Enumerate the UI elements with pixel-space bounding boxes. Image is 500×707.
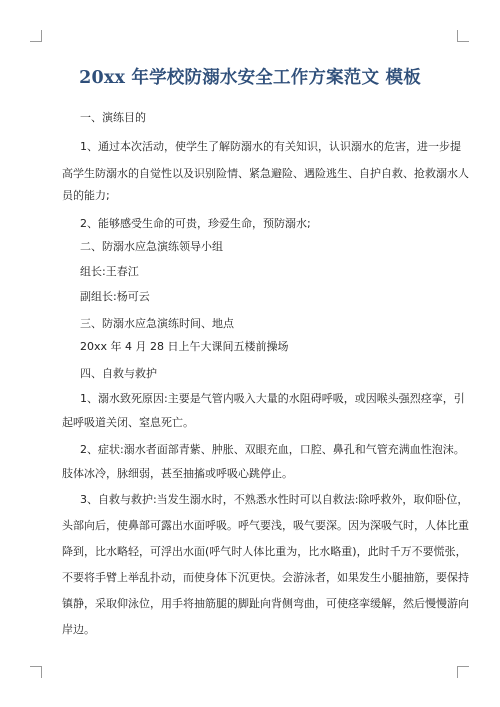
crop-mark-bottom-right — [457, 666, 469, 667]
paragraph-line: 头部向后，使鼻部可露出水面呼吸。呼气要浅，吸气要深。因为深吸气时，人体比重 — [62, 519, 469, 532]
section-heading: 一、演练目的 — [80, 111, 146, 124]
paragraph-line: 岸边。 — [62, 623, 95, 636]
crop-mark-bottom-right — [457, 666, 458, 678]
paragraph-line: 不要将手臂上举乱扑动，而使身体下沉更快。会游泳者，如果发生小腿抽筋，要保持 — [62, 571, 469, 584]
paragraph-line: 1、通过本次活动，使学生了解防溺水的有关知识，认识溺水的危害，进一步提 — [80, 140, 461, 153]
paragraph-line: 副组长:杨可云 — [80, 290, 150, 303]
paragraph-line: 3、自救与救护:当发生溺水时，不熟悉水性时可以自救法:除呼救外，取仰卧位， — [80, 493, 469, 506]
crop-mark-top-right — [457, 41, 469, 42]
section-heading: 三、防溺水应急演练时间、地点 — [80, 317, 234, 330]
paragraph-line: 员的能力; — [62, 189, 110, 202]
paragraph-line: 2、能够感受生命的可贵，珍爱生命，预防溺水; — [80, 217, 311, 230]
section-heading: 四、自救与救护 — [80, 367, 157, 380]
paragraph-line: 组长:王春江 — [80, 265, 139, 278]
paragraph-line: 2、症状:溺水者面部青紫、肿胀、双眼充血，口腔、鼻孔和气管充满血性泡沫。 — [80, 443, 465, 456]
paragraph-line: 高学生防溺水的自觉性以及识别险情、紧急避险、遇险逃生、自护自救、抢救溺水人 — [62, 167, 469, 180]
paragraph-line: 镇静，采取仰泳位，用手将抽筋腿的脚趾向背侧弯曲，可使痉挛缓解，然后慢慢游向 — [62, 597, 469, 610]
section-heading: 二、防溺水应急演练领导小组 — [80, 240, 223, 253]
paragraph-line: 降到，比水略轻，可浮出水面(呼气时人体比重为，比水略重)，此时千万不要慌张， — [62, 545, 467, 558]
paragraph-line: 起呼吸道关闭、窒息死亡。 — [62, 416, 194, 429]
paragraph-line: 肢体冰冷，脉细弱，甚至抽搐或呼吸心跳停止。 — [62, 467, 293, 480]
crop-mark-bottom-left — [41, 666, 42, 678]
paragraph-line: 20xx 年 4 月 28 日上午大课间五楼前操场 — [80, 340, 289, 353]
paragraph-line: 1、溺水致死原因:主要是气管内吸入大量的水阻碍呼吸，或因喉头强烈痉挛，引 — [80, 392, 465, 405]
crop-mark-top-left — [41, 30, 42, 42]
crop-mark-top-right — [457, 30, 458, 42]
document-title: 20xx 年学校防溺水安全工作方案范文 模板 — [79, 68, 421, 88]
